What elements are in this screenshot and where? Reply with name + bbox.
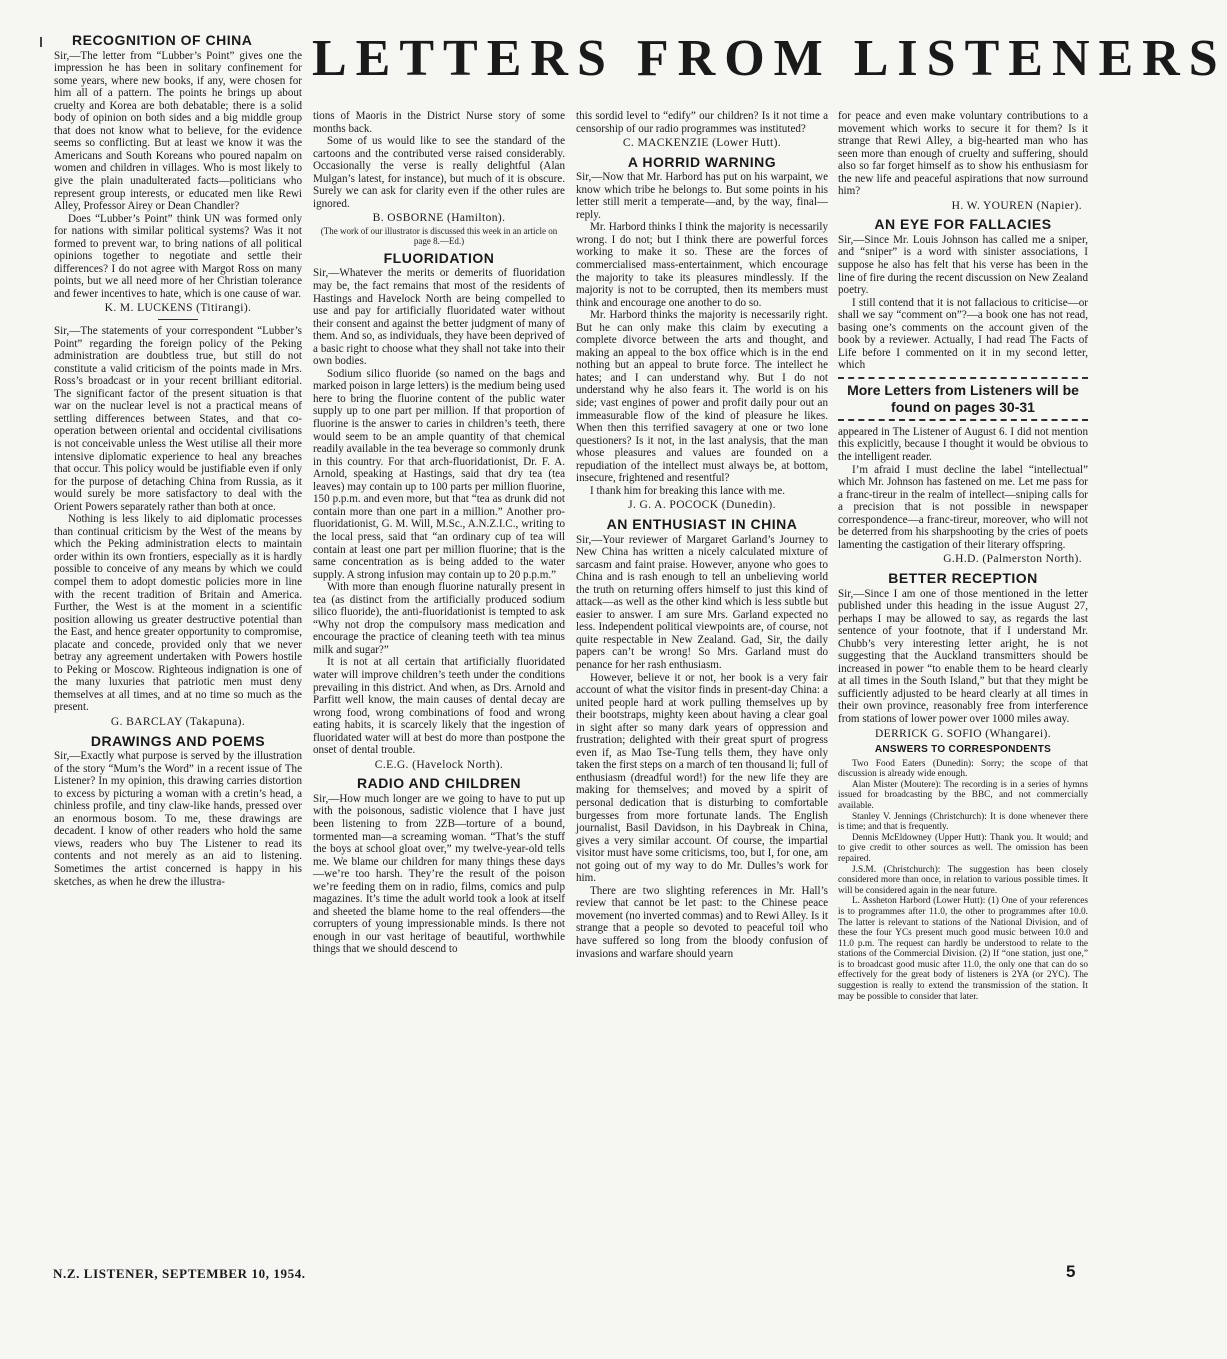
letter-signature: C. MACKENZIE (Lower Hutt). (622, 137, 782, 150)
column-3 (576, 110, 828, 1256)
letter-paragraph: However, believe it or not, her book is a very fair account of what the visitor finds in present-day China: a united people hard at work pulling themselves up by their bootstraps, mighty keen about having a clear goal in sight after so many dark years of oppression and frustration; delighted with their great spurt of progress even if, as Mao Tse-Tung tells them, they have only taken the first steps on a march of ten thousand li; full of enthusiasm (dreadful word!) for the new life they are making for themselves; and moved by a spirit of personal dedication that is disturbing to comfortable burgesses from more fortunate lands. The English journalist, Basil Davidson, in his Daybreak in China, gives a very similar account. Of course, the impartial visitor must have some criticisms, too, but I, for one, am not going out of my way to do Mr. Dulles’s work for him. (576, 671, 828, 885)
letter-paragraph: Does “Lubber’s Point” think UN was formed only for nations with similar political systems? Was it not formed to prevent war, to bring nations of all political opinions together to negotiate and settle their differences? I do not agree with Margot Ross on many points, but we all need more of her Christian tolerance and fewer incentives to hate, which is one cause of war. (54, 212, 302, 300)
letter-paragraph: There are two slighting references in Mr. Hall’s review that cannot be let past: to the Chinese peace movement (no inverted commas) and to Rewi Alley. Is it strange that a people so devoted to peaceful toil who have suffered so long from the bloody confusion of invasions and warfare should yearn (576, 884, 828, 960)
crop-mark (40, 37, 42, 47)
page-masthead: LETTERS FROM LISTENERS (312, 30, 1227, 87)
column-4 (838, 110, 1088, 1256)
column-1 (54, 34, 302, 1256)
letter-paragraph: Sir,—Since I am one of those mentioned in the letter published under this heading in the issue August 27, perhaps I may be allowed to say, as regards the last sentence of your footnote, that if I understand Mr. Chubb’s very interesting letter aright, he is not suggesting that the Auckland transmitters should be increased in power “to enable them to be heard clearly at all times in the South Island,” but that they might be sufficiently adjusted to be heard clearly at all times in their own province, reasonably free from interference from stations of lower power over 1000 miles away. (838, 587, 1088, 725)
letter-paragraph: Sir,—The letter from “Lubber’s Point” gives one the impression he has been in solitary confinement for some years, where new books, if any, were chosen for him all of a pattern. The points he brings up about cruelty and Korea are both debatable; there is a solid body of opinion on both sides and a big middle group that does not know what to believe, for the evidence seems so conflicting. But at least we know it was the Americans and South Koreans who poured napalm on women and children in villages. Who is most likely to give the plain unadulterated facts—politicians who represent group interests, or educated men like Rewi Alley, Professor Airey or Dean Chandler? (54, 49, 302, 213)
letter-signature: G.H.D. (Palmerston North). (943, 553, 1082, 566)
letter-paragraph: Nothing is less likely to aid diplomatic processes than continual criticism by the West of the means by which the Peking administration elects to maintain order within its own frontiers, especially as it is hardly possible to conceive of any means by which we could compel them to adopt domestic policies more in line with the recent tradition of Britain and America. Further, the West is at the moment in a scientific position allowing us greater destructive potential than the East, and hence greater opportunity to compromise, placate and concede, provided only that we never betray any agreement undertaken with Powers hostile to Peking or Moscow. Righteous indignation is one of the many luxuries that patriotic men must deny themselves at all times, and at no time so much as the present. (54, 513, 302, 714)
letter-paragraph: tions of Maoris in the District Nurse story of some months back. (313, 110, 565, 135)
letter-paragraph: It is not at all certain that artificially fluoridated water will improve children’s teeth under the conditions prevailing in this district. And when, as Drs. Arnold and Parfitt well know, the main causes of dental decay are wrong food, wrong combinations of food and wrong eating habits, it is scarcely likely that the ingestion of fluoridated water will at best do more than postpone the onset of dental trouble. (313, 656, 565, 757)
letter-paragraph: I still contend that it is not fallacious to criticise—or shall we say “comment on”?—a book one has not read, basing one’s comments on the account given of the book by a reviewer. Actually, I had read The Facts of Life before I commented on it in my second letter, which (838, 296, 1088, 372)
letter-paragraph: Sir,—How much longer are we going to have to put up with the poisonous, sadistic violence that I have just been listening to from 2ZB—torture of a bound, tormented man—a screaming woman. “That’s the stuff the boys at school gloat over,” my twelve-year-old tells me. We blame our children for many things these days—we’re too harsh. They’re the result of the poison we’re feeding them on in radio, films, comics and pulp magazines. It’s time the adult world took a look at itself and sheeted the blame home to the real offenders—the corrupters of young impressionable minds. Is there not enough in our vast heritage of beautiful, worthwhile things that we should descend to (313, 792, 565, 956)
heading-an-enthusiast-in-china: AN ENTHUSIAST IN CHINA (606, 515, 798, 532)
letter-paragraph: Sir,—The statements of your correspondent “Lubber’s Point” regarding the foreign policy of the Peking administration are doubtless true, but still do not constitute a valid criticism of the points made in Mrs. Ross’s broadcast or in your recent brilliant editorial. The significant factor of the present situation is that war on the nuclear level is not a practical means of settling differences between States, and that co-operation between oriental and occidental civilisations is not conceivable unless the West utilise all their more intensive diplomatic experience to heal any breaches that occur. This policy would be justifiable even if only for the purpose of detaching China from Russia, as it would surely be more satisfactory to deal with the Orient Powers separately rather than both at once. (54, 325, 302, 513)
answer-item: L. Assheton Harbord (Lower Hutt): (1) One of your references is to programmes after 11.0, the other to programmes after 10.0. The latter is relevant to stations of the National Division, and of these the four YCs present much good music between 10.0 and 11.0 p.m. The request can hardly be understood to relate to the stations of the Commercial Division. (2) If “one station, just one,” is to broadcast good music after 11.0, the only one that can do so effectively for the great body of listeners is 2YA (or 2YC). The suggestion is really to extend the transmission of the station. It may be possible to consider that later. (838, 896, 1088, 1002)
answer-item: Alan Mister (Moutere): The recording is in a series of hymns issued for broadcasting by the BBC, and not commercially available. (838, 779, 1088, 811)
answer-item: Stanley V. Jennings (Christchurch): It is done whenever there is time; and that is frequently. (838, 811, 1088, 833)
letter-signature: K. M. LUCKENS (Titirangi). (104, 302, 252, 315)
letter-signature: H. W. YOUREN (Napier). (951, 199, 1082, 212)
letter-paragraph: Sir,—Since Mr. Louis Johnson has called me a sniper, and “sniper” is a word with sinister associations, I suppose he also has felt that his verse has been in the line of fire during the recent discussion on New Zealand poetry. (838, 233, 1088, 297)
answers-heading: ANSWERS TO CORRESPONDENTS (874, 744, 1052, 756)
letter-paragraph: Sir,—Now that Mr. Harbord has put on his warpaint, we know which tribe he belongs to. But some points in his letter still merit a temperate—and, by the way, final—reply. (576, 171, 828, 221)
letter-paragraph: Sir,—Exactly what purpose is served by the illustration of the story “Mum’s the Word” in a recent issue of The Listener? In my opinion, this drawing carries distortion to excess by picturing a woman with a cretin’s head, a chinless profile, and tiny claw-like hands, pressed over an enormous bosom. To me, these drawings are decadent. I know of other readers who hold the same views, readers who buy The Listener to read its contents and not merely as an aid to listening. Sometimes the artist concerned is happy in his sketches, as when he drew the illustra- (54, 750, 302, 888)
answer-item: Two Food Eaters (Dunedin): Sorry; the scope of that discussion is already wide enough. (838, 758, 1088, 780)
answer-item: J.S.M. (Christchurch): The suggestion has been closely considered more than once, in relation to various possible times. It will be considered again in the near future. (838, 864, 1088, 896)
heading-drawings-and-poems: DRAWINGS AND POEMS (90, 732, 266, 749)
letter-signature: B. OSBORNE (Hamilton). (372, 212, 506, 225)
heading-fluoridation: FLUORIDATION (383, 249, 495, 266)
column-2 (313, 110, 565, 1256)
issue-footer: N.Z. LISTENER, SEPTEMBER 10, 1954. (53, 1266, 306, 1281)
page-number: 5 (1066, 1262, 1076, 1281)
letter-paragraph: Some of us would like to see the standard of the cartoons and the contributed verse raised considerably. Occasionally the verse is really delightful (Alan Mulgan’s latest, for instance), but much of it is obscure. Surely we can ask for clarity even if the other rules are ignored. (313, 135, 565, 210)
divider (158, 319, 198, 320)
letter-signature: DERRICK G. SOFIO (Whangarei). (874, 727, 1052, 740)
letter-signature: C.E.G. (Havelock North). (374, 758, 504, 771)
letter-paragraph: I’m afraid I must decline the label “intellectual” which Mr. Johnson has fastened on me. Let me pass for a franc-tireur in the realm of intellect—sniping calls for a precision that is not possible in newspaper correspondence—a franc-tireur, moreover, who will not be deterred from his sharpshooting by the cries of poets lamenting the castigation of their literary offspring. (838, 463, 1088, 551)
heading-an-eye-for-fallacies: AN EYE FOR FALLACIES (874, 216, 1052, 233)
letter-paragraph: this sordid level to “edify” our children? Is it not time a censorship of our radio programmes was instituted? (576, 110, 828, 135)
letter-paragraph: Mr. Harbord thinks I think the majority is necessarily wrong. I do not; but I think there are powerful forces working to make it so. These are the forces of commercialised mass-entertainment, which encourage the majority to take its pleasures mindlessly. If the majority is not to be corrupted, then its members must think and encourage one another to do so. (576, 221, 828, 309)
letter-paragraph: I thank him for breaking this lance with me. (590, 484, 786, 497)
letter-paragraph: With more than enough fluorine naturally present in tea (as distinct from the artificially produced sodium silico fluoride), the anti-fluoridationist is tempted to ask “Why not drop the compulsory mass medication and encourage the practice of cleaning teeth with tea minus milk and sugar?” (313, 581, 565, 656)
heading-better-reception: BETTER RECEPTION (888, 569, 1038, 586)
letter-paragraph: Sir,—Whatever the merits or demerits of fluoridation may be, the fact remains that most of the residents of Hastings and Havelock North are being compelled to use and pay for artificially fluoridated water without their consent and against the better judgment of many of them. And so, as individuals, they have been deprived of a basic right to choose what they shall not take into their own bodies. (313, 267, 565, 368)
heading-a-horrid-warning: A HORRID WARNING (627, 153, 777, 170)
letter-paragraph: Sodium silico fluoride (so named on the bags and marked poison in large letters) is the medium being used here to bring the fluorine content of the public water supply up to one part per million. If that proportion of fluorine is the answer to caries in children’s teeth, there would seem to be an ample quantity of that chemical readily available in the tea beverage so commonly drunk in this country. For that arch-fluoridationist, Dr. F. A. Arnold, speaking at Hastings, said that dry tea (tea leaves) may contain up to 100 parts per million fluorine, 150 p.p.m. and even more, but that “tea as drunk did not contain more than one part in a million.” Another pro-fluoridationist, G. M. Will, M.Sc., A.N.Z.I.C., writing to the local press, said that “an ordinary cup of tea will contain at least one part per million fluorine; that is the same concentration as is being added to the water supply. A strong infusion may contain up to 20 p.p.m.” (313, 367, 565, 581)
letter-paragraph: Mr. Harbord thinks the majority is necessarily right. But he can only make this claim by executing a complete divorce between the arts and thought, and making an appeal to the box office which is in the end nothing but an appeal to brute force. The intellect he hates; and I can understand why. But I do not understand why he also fears it. The world is on his side; vast engines of power and profit daily pour out an immeasurable flow of the kind of pleasure he likes. When then this terrified savagery at one or two lone questioners? Is it not, in the last analysis, that the man whose pleasures and values are founded on a repudiation of the intellect must always be, at bottom, insecure, frightened and resentful? (576, 309, 828, 485)
letter-signature: J. G. A. POCOCK (Dunedin). (628, 499, 776, 512)
heading-recognition-of-china: RECOGNITION OF CHINA (72, 32, 253, 48)
more-letters-banner: More Letters from Listeners will be found on pages 30-31 (838, 377, 1088, 421)
letter-paragraph: Sir,—Your reviewer of Margaret Garland’s Journey to New China has written a nicely calculated mixture of sarcasm and faint praise. However, anyone who goes to China and is rash enough to tell an unbelieving world the truth on returning offers himself to just this kind of attack—as well as the other kind which is less subtle but easier to answer. I am sure Mrs. Garland expected no less. Independent political viewpoints are, of course, not quite respectable in New Zealand. Gad, Sir, the daily papers can’t be wrong! So Mrs. Garland must do penance for her rash enthusiasm. (576, 533, 828, 671)
heading-radio-and-children: RADIO AND CHILDREN (356, 775, 522, 792)
letter-paragraph: for peace and even make voluntary contributions to a movement which works to secure it for them? Is it strange that Rewi Alley, a big-hearted man who has seen more than enough of cruelty and suffering, should also so far forget himself as to show his enthusiasm for the new life and peaceful aspirations that now surround him? (838, 110, 1088, 198)
answer-item: Dennis McEldowney (Upper Hutt): Thank you. It would; and to give credit to other sources as well. The omission has been repaired. (838, 832, 1088, 864)
editor-note: (The work of our illustrator is discussed this week in an article on page 8.—Ed.) (320, 225, 558, 246)
letter-signature: G. BARCLAY (Takapuna). (110, 715, 246, 728)
letter-paragraph: appeared in The Listener of August 6. I did not mention this explicitly, because I thought it would be obvious to the intelligent reader. (838, 425, 1088, 464)
